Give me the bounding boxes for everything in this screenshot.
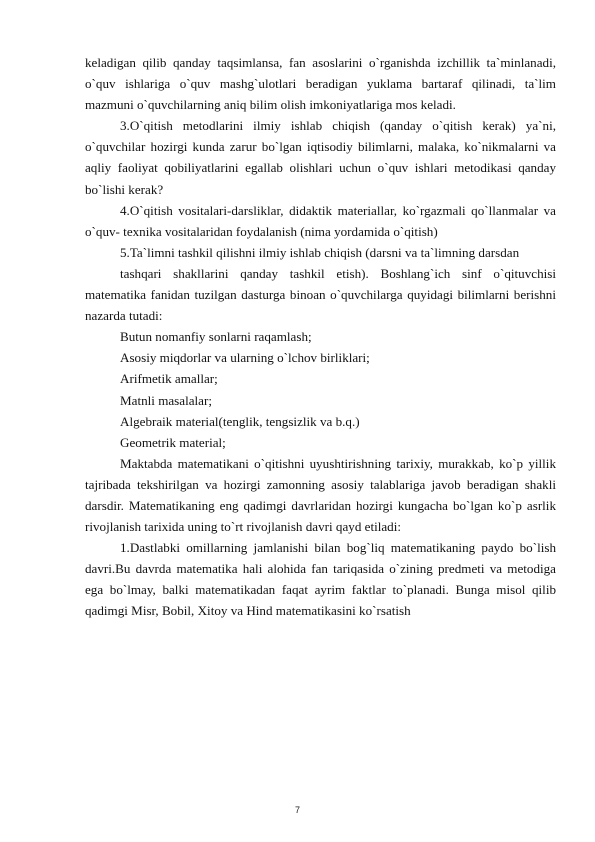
paragraph-item-5: 5.Ta`limni tashkil qilishni ilmiy ishlab chiqish (darsni va ta`limning darsdan bbox=[120, 244, 520, 260]
list-item: Asosiy miqdorlar va ularning o`lchov birliklari; bbox=[120, 350, 370, 366]
paragraph-item-4: 4.O`qitish vositalari-darsliklar, didaktik materiallar, ko`rgazmali qo`llanmalar va o`quv- texnika vositalaridan foydalanish (nima yordamida o`qitish) bbox=[85, 202, 556, 239]
body-text bbox=[85, 52, 556, 622]
list-item: Geometrik material; bbox=[120, 434, 226, 450]
paragraph-continuation: keladigan qilib qanday taqsimlansa, fan asoslarini o`rganishda izchillik ta`minlanadi, o`quv ishlariga o`quv mashg`ulotlari beradigan yuklama bartaraf qilinadi, ta`lim mazmuni o`quvchilarning aniq bilim olish imkoniyatlariga mos keladi. bbox=[85, 55, 556, 113]
paragraph-lesson-form: Maktabda matematikani o`qitishni uyushtirishning tarixiy, murakkab, ko`p yillik tajribada tekshirilgan va hozirgi zamonning asosiy talablariga javob beradigan shakli darsdir. Matematikaning eng qadimgi davrlaridan hozirgi kungacha bo`lgan ko`p asrlik rivojlanish tarixida uning to`rt rivojlanish davri qayd etiladi: bbox=[85, 455, 556, 535]
paragraph-curriculum: tashqari shakllarini qanday tashkil etish). Boshlang`ich sinf o`qituvchisi matematika fanidan tuzilgan dasturga binoan o`quvchilarga quyidagi bilimlarni berishni nazarda tutadi: bbox=[85, 265, 556, 324]
list-item: Arifmetik amallar; bbox=[120, 371, 218, 387]
paragraph-item-3: 3.O`qitish metodlarini ilmiy ishlab chiqish (qanday o`qitish kerak) ya`ni, o`quvchilar hozirgi kunda zarur bo`lgan iqtisodiy bilimlarni, malaka, ko`nikmalarni va aqliy faoliyat qobiliyatlarini egallab olishlari uchun o`quv ishlari metodikasi qanday bo`lishi kerak? bbox=[85, 118, 556, 197]
list-item: Matnli masalalar; bbox=[120, 392, 212, 408]
list-item: Butun nomanfiy sonlarni raqamlash; bbox=[120, 329, 312, 345]
paragraph-period-1: 1.Dastlabki omillarning jamlanishi bilan bog`liq matematikaning paydo bo`lish davri.Bu davrda matematika hali alohida fan tariqasida o`zining predmeti va metodiga ega bo`lmay, balki matematikadan faqat ayrim faktlar to`planadi. Bunga misol qilib qadimgi Misr, Bobil, Xitoy va Hind matematikasini ko`rsatish bbox=[85, 540, 556, 619]
list-item: Algebraik material(tenglik, tengsizlik va b.q.) bbox=[120, 413, 360, 429]
page-number: 7 bbox=[294, 805, 300, 815]
